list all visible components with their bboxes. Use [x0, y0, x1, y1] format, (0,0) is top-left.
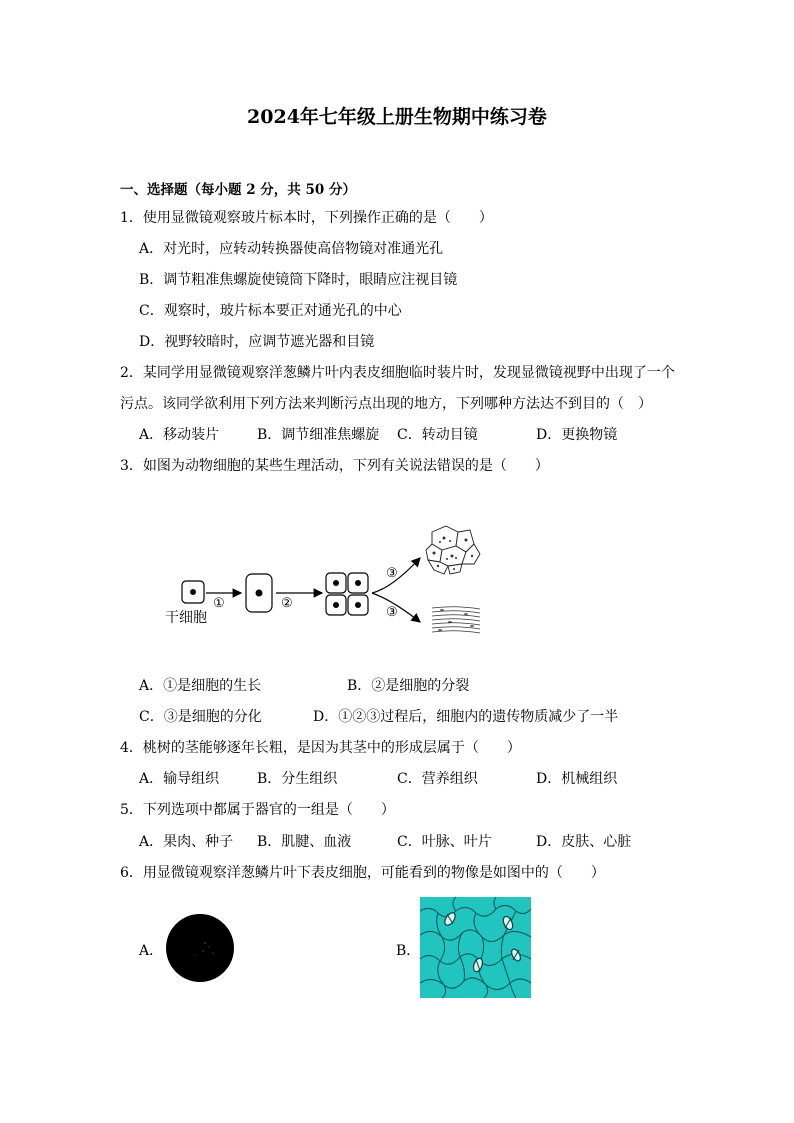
q1-option-a[interactable]: A．对光时，应转动转换器使高倍物镜对准通光孔 — [139, 241, 444, 257]
q3-option-a[interactable]: A．①是细胞的生长 — [139, 678, 262, 694]
q1-stem: 1．使用显微镜观察玻片标本时，下列操作正确的是（ ） — [120, 210, 493, 226]
q4-option-d[interactable]: D．机械组织 — [536, 771, 618, 787]
q5-stem: 5．下列选项中都属于器官的一组是（ ） — [120, 802, 395, 818]
q5-option-d[interactable]: D．皮肤、心脏 — [536, 834, 632, 850]
divided-cells — [326, 573, 368, 615]
q1-option-d[interactable]: D．视野较暗时，应调节遮光器和目镜 — [139, 334, 375, 350]
section-heading: 一、选择题（每小题 2 分，共 50 分） — [120, 182, 356, 198]
epithelial-tissue-image — [426, 526, 480, 574]
q3-stem: 3．如图为动物细胞的某些生理活动，下列有关说法错误的是（ ） — [120, 458, 549, 474]
grown-cell — [246, 574, 272, 612]
stem-cell-label: 干细胞 — [165, 610, 207, 626]
step-3-label-down: ③ — [386, 605, 398, 620]
q5-option-b[interactable]: B．肌腱、血液 — [257, 834, 352, 850]
muscle-tissue-image — [432, 607, 480, 633]
q1-option-b[interactable]: B．调节粗准焦螺旋使镜筒下降时，眼睛应注视目镜 — [139, 272, 458, 288]
q2-stem-line1: 2．某同学用显微镜观察洋葱鳞片叶内表皮细胞临时装片时，发现显微镜视野中出现了一个 — [120, 365, 675, 381]
q2-option-d[interactable]: D．更换物镜 — [536, 427, 618, 443]
q5-option-a[interactable]: A．果肉、种子 — [139, 834, 234, 850]
q4-option-b[interactable]: B．分生组织 — [257, 771, 338, 787]
q4-stem: 4．桃树的茎能够逐年长粗，是因为其茎中的形成层属于（ ） — [120, 740, 521, 756]
q6-stem: 6．用显微镜观察洋葱鳞片叶下表皮细胞，可能看到的物像是如图中的（ ） — [120, 865, 605, 881]
option-a-dark-field-image[interactable] — [165, 913, 235, 983]
q3-option-b[interactable]: B．②是细胞的分裂 — [347, 678, 470, 694]
page-title: 2024年七年级上册生物期中练习卷 — [247, 106, 547, 128]
q5-option-c[interactable]: C．叶脉、叶片 — [397, 834, 492, 850]
step-3-label-up: ③ — [386, 566, 398, 581]
step-2-label: ② — [281, 596, 293, 611]
q3-option-c[interactable]: C．③是细胞的分化 — [139, 709, 262, 725]
q4-option-c[interactable]: C．营养组织 — [397, 771, 478, 787]
q2-option-a[interactable]: A．移动装片 — [139, 427, 220, 443]
cell-activity-diagram — [0, 518, 794, 648]
q3-option-d[interactable]: D．①②③过程后，细胞内的遗传物质减少了一半 — [313, 709, 619, 725]
q6-option-a[interactable]: A． — [139, 943, 164, 959]
q2-option-c[interactable]: C．转动目镜 — [397, 427, 478, 443]
stem-cell — [182, 581, 204, 603]
q4-option-a[interactable]: A．输导组织 — [139, 771, 220, 787]
q2-stem-line2: 污点。该同学欲利用下列方法来判断污点出现的地方，下列哪种方法达不到目的（ ） — [120, 396, 652, 412]
q6-option-b[interactable]: B． — [396, 943, 421, 959]
q2-option-b[interactable]: B．调节细准焦螺旋 — [257, 427, 380, 443]
q1-option-c[interactable]: C．观察时，玻片标本要正对通光孔的中心 — [139, 303, 402, 319]
step-1-label: ① — [213, 596, 225, 611]
option-b-epidermis-micrograph[interactable] — [420, 897, 531, 998]
